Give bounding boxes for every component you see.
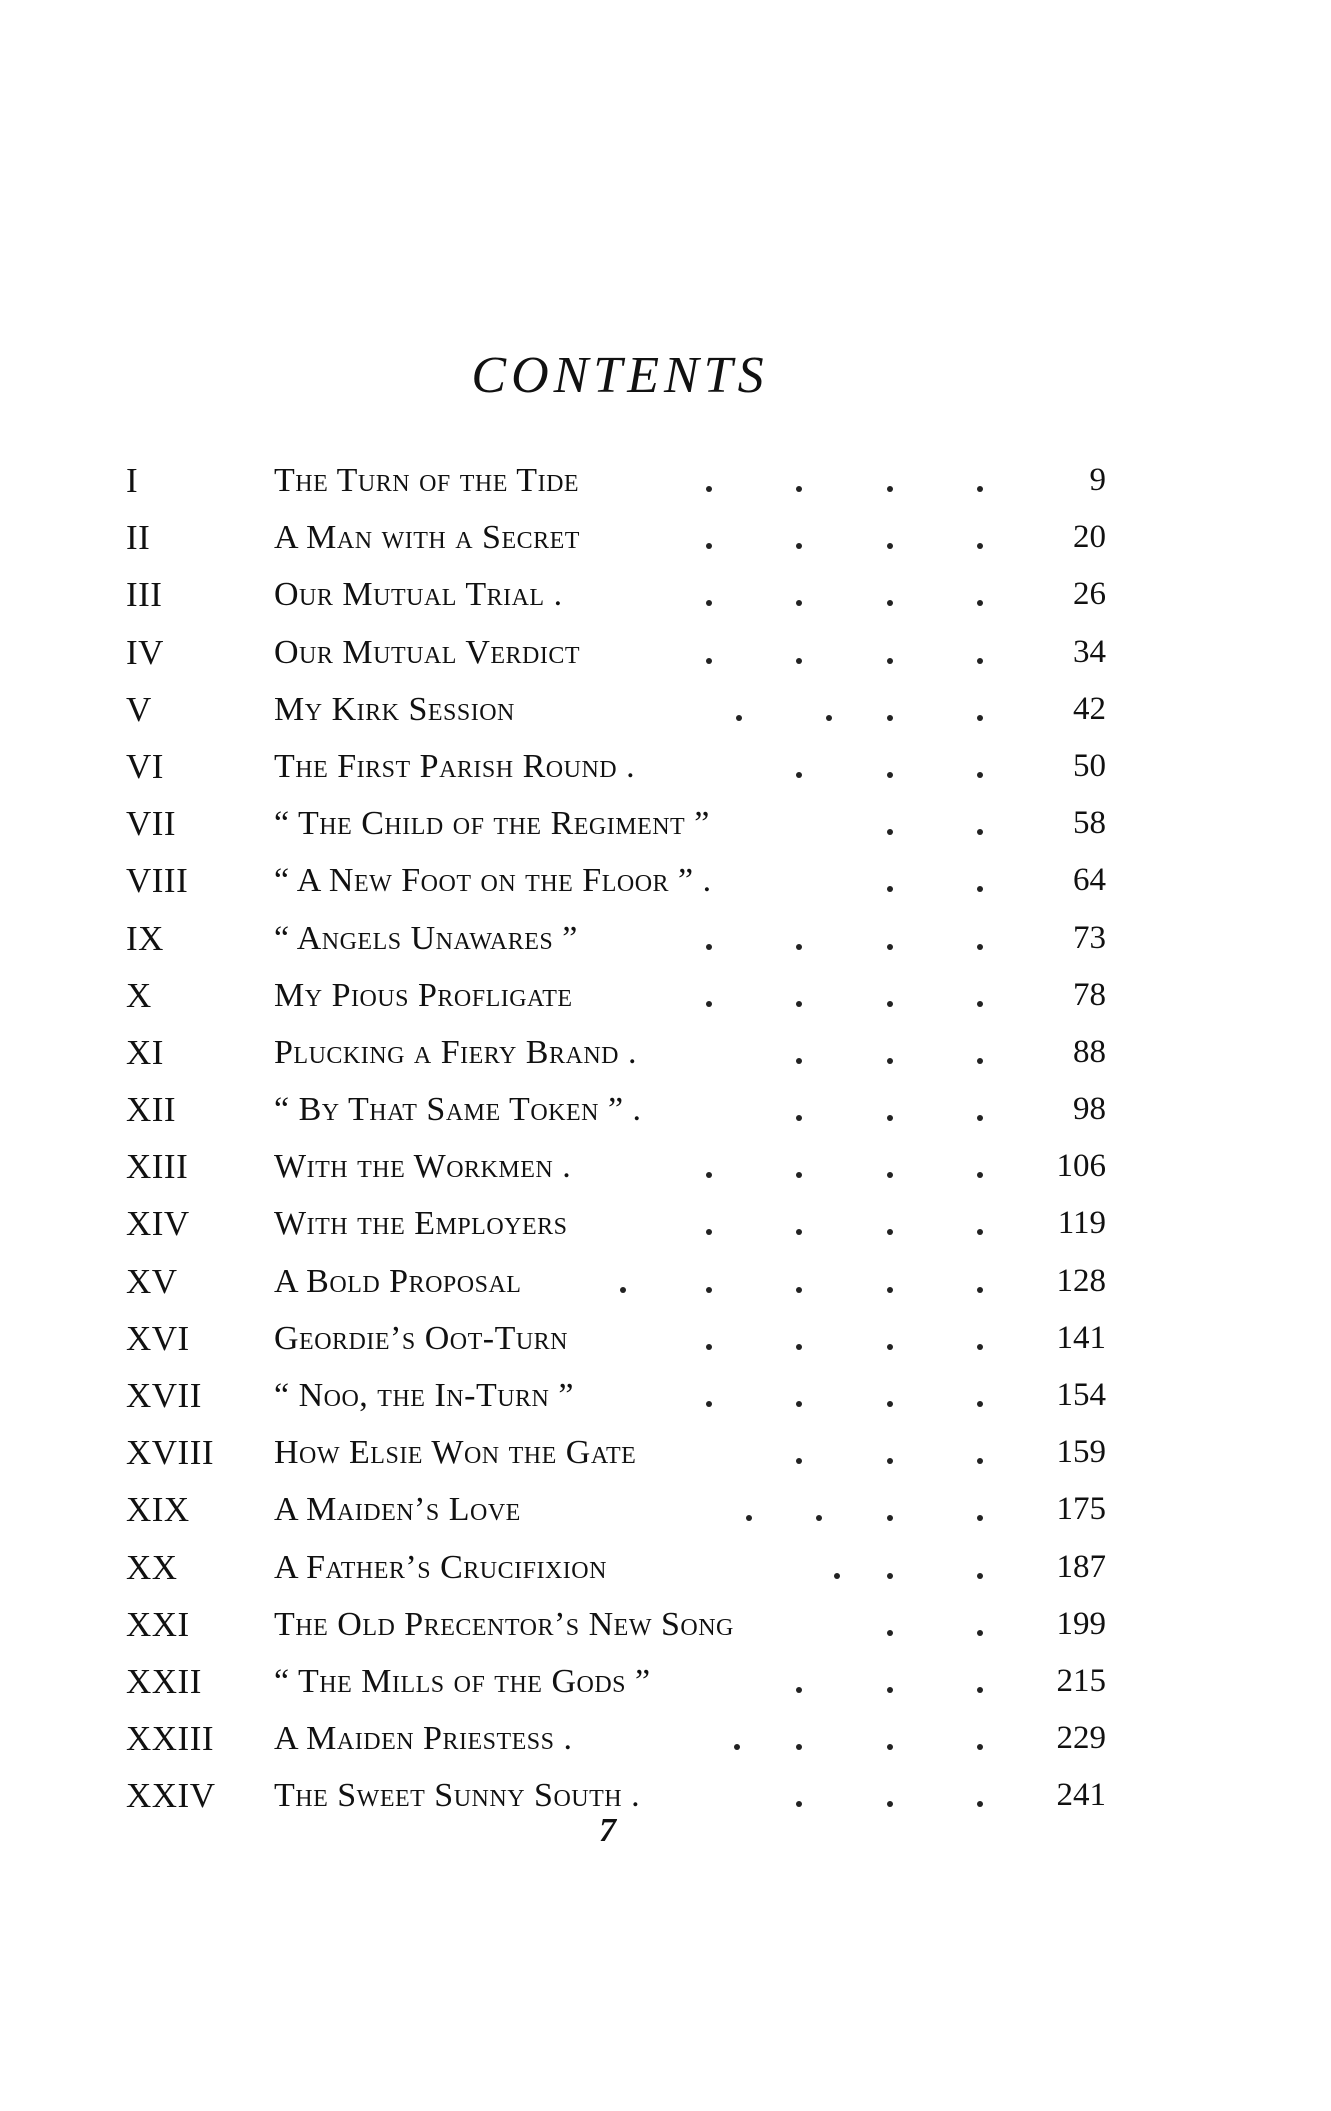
chapter-title: “ The Mills of the Gods ” [274,1662,651,1700]
page-number: 64 [1073,862,1106,899]
toc-row [126,852,1106,909]
chapter-number: XI [126,1032,164,1072]
chapter-title: “ Noo, the In-Turn ” [274,1377,574,1414]
page-number: 159 [1056,1434,1106,1471]
chapter-number: IX [126,918,164,958]
chapter-number: XIX [126,1490,190,1530]
toc-row [126,967,1106,1024]
chapter-number: XXIV [126,1776,216,1816]
page-number: 26 [1073,576,1106,613]
chapter-number: III [126,575,163,615]
page-number: 88 [1073,1033,1106,1070]
dot-leader [706,795,1036,852]
page-number: 73 [1073,919,1106,956]
page-number: 98 [1073,1091,1106,1128]
page-number: 20 [1073,519,1106,556]
chapter-title: Geordie’s Oot-Turn [274,1319,569,1357]
dot-leader [706,738,1036,795]
chapter-title: The Old Precentor’s New Song [274,1605,734,1643]
dot-leader [706,1367,1036,1424]
chapter-title: The First Parish Round . [274,747,636,785]
chapter-title: Our Mutual Verdict [274,633,581,671]
chapter-number: XII [126,1090,177,1130]
page-number: 199 [1056,1605,1106,1642]
toc-row [126,1481,1106,1538]
dot-leader [706,452,1036,509]
chapter-number: VIII [126,861,189,901]
dot-leader [706,1253,1036,1310]
chapter-number: VII [126,804,177,844]
dot-leader [706,1596,1036,1653]
chapter-title: “ By That Same Token ” . [274,1091,642,1129]
page-number: 106 [1056,1148,1106,1185]
chapter-number: XXI [126,1604,190,1644]
chapter-number: XXII [126,1661,202,1701]
chapter-title: With the Employers [274,1205,568,1243]
dot-leader [706,681,1036,738]
toc-row [126,795,1106,852]
toc-row [126,1367,1106,1424]
page-number: 34 [1073,633,1106,670]
chapter-title: “ The Child of the Regiment ” [274,805,710,843]
toc-row [126,1710,1106,1767]
toc-row [126,738,1106,795]
toc-row [126,1024,1106,1081]
chapter-number: XVII [126,1376,202,1415]
chapter-number: IV [126,632,164,672]
chapter-number: XV [126,1261,178,1301]
dot-leader [706,1653,1036,1710]
dot-leader [706,509,1036,566]
page-number: 154 [1056,1377,1106,1413]
toc-row [126,910,1106,967]
toc-row [126,1596,1106,1653]
chapter-title: “ A New Foot on the Floor ” . [274,862,712,900]
page-folio: 7 [599,1812,616,1849]
toc-row [126,452,1106,509]
chapter-title: My Kirk Session [274,690,515,728]
dot-leader [706,624,1036,681]
page-number: 9 [1089,462,1106,498]
chapter-number: XXIII [126,1719,215,1759]
dot-leader [706,967,1036,1024]
toc-row [126,509,1106,566]
page-number: 78 [1073,976,1106,1013]
page-number: 187 [1056,1548,1106,1585]
toc-row [126,1424,1106,1481]
chapter-title: A Bold Proposal [274,1262,522,1300]
chapter-number: XVIII [126,1433,215,1473]
chapter-number: XIII [126,1147,189,1187]
page-number: 58 [1073,805,1106,842]
dot-leader [706,1424,1036,1481]
chapter-number: VI [126,746,164,786]
dot-leader [706,1310,1036,1367]
page-number: 128 [1056,1262,1106,1299]
page-number: 229 [1056,1720,1106,1757]
toc-row [126,1653,1106,1710]
toc-row [126,1310,1106,1367]
chapter-title: A Maiden’s Love [274,1491,521,1529]
page-number: 119 [1057,1205,1106,1242]
page-number: 241 [1056,1777,1106,1814]
page-number: 215 [1056,1662,1106,1699]
dot-leader [706,1138,1036,1195]
page-number: 42 [1073,690,1106,727]
chapter-title: Our Mutual Trial . [274,576,563,614]
chapter-title: How Elsie Won the Gate [274,1434,637,1472]
page-number: 141 [1056,1319,1106,1356]
chapter-title: The Sweet Sunny South . [274,1777,641,1815]
chapter-number: V [126,689,152,729]
chapter-title: The Turn of the Tide [274,462,580,499]
table-of-contents [126,452,1106,1825]
dot-leader [706,1024,1036,1081]
chapter-number: X [126,975,152,1015]
page-number: 175 [1056,1491,1106,1528]
chapter-number: II [126,518,151,558]
dot-leader [706,1081,1036,1138]
dot-leader [706,910,1036,967]
chapter-title: My Pious Profligate [274,976,573,1014]
dot-leader [706,852,1036,909]
dot-leader [706,1710,1036,1767]
toc-row [126,566,1106,623]
dot-leader [706,1481,1036,1538]
dot-leader [706,566,1036,623]
toc-row [126,1539,1106,1596]
toc-row [126,681,1106,738]
toc-row [126,1253,1106,1310]
toc-row [126,1138,1106,1195]
chapter-number: I [126,461,139,500]
chapter-title: A Maiden Priestess . [274,1720,573,1758]
page-number: 50 [1073,747,1106,784]
chapter-number: XIV [126,1204,190,1244]
chapter-title: A Father’s Crucifixion [274,1548,607,1586]
chapter-title: Plucking a Fiery Brand . [274,1033,637,1071]
toc-row [126,1195,1106,1252]
dot-leader [706,1539,1036,1596]
chapter-number: XX [126,1547,178,1587]
dot-leader [706,1195,1036,1252]
toc-row [126,1081,1106,1138]
toc-row [126,624,1106,681]
chapter-title: With the Workmen . [274,1148,572,1186]
chapter-title: A Man with a Secret [274,519,580,557]
chapter-title: “ Angels Unawares ” [274,919,578,957]
chapter-number: XVI [126,1318,190,1358]
page-title: CONTENTS [471,347,769,404]
